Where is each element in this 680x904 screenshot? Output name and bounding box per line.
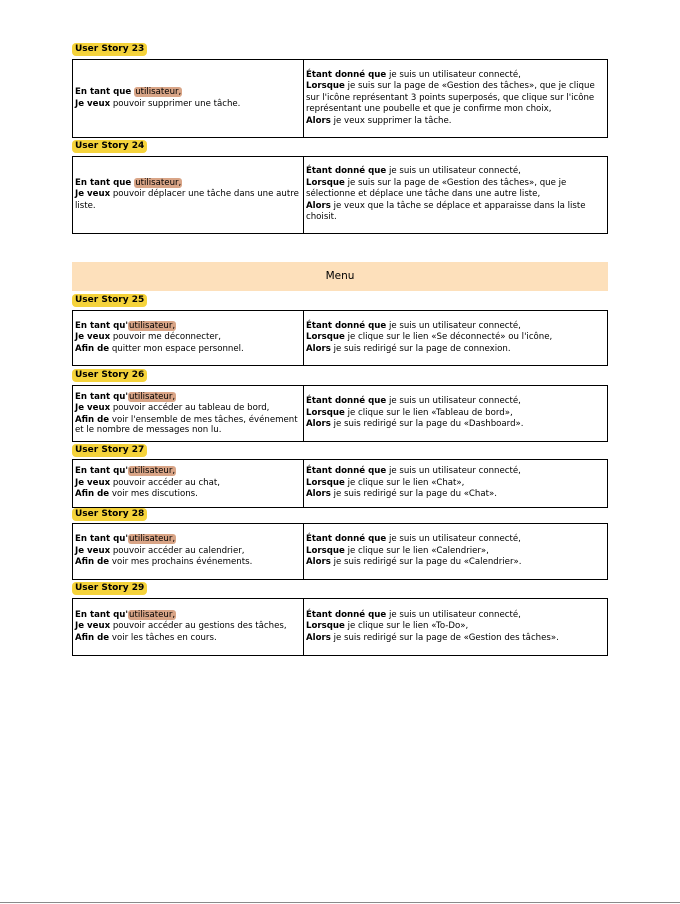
story-acceptance-criteria: Étant donné que je suis un utilisateur connecté, Lorsque je clique sur le lien «Se déconnecté» ou l'icône, Alors je suis redirigé sur la page de connexion. — [306, 320, 553, 354]
section-header-menu: Menu — [72, 262, 608, 291]
story-table — [72, 310, 608, 366]
highlight-utilisateur: utilisateur, — [129, 534, 176, 545]
story-table — [72, 523, 608, 580]
story-table — [72, 385, 608, 442]
story-badge: User Story 26 — [72, 369, 147, 382]
story-badge: User Story 25 — [72, 294, 147, 307]
page-bottom-divider — [0, 902, 680, 903]
story-badge: User Story 27 — [72, 444, 147, 457]
story-acceptance-criteria: Étant donné que je suis un utilisateur connecté, Lorsque je clique sur le lien «Calendrier», Alors je suis redirigé sur la page du «Calendrier». — [306, 534, 522, 568]
highlight-utilisateur: utilisateur, — [135, 87, 182, 97]
highlight-utilisateur: utilisateur, — [129, 391, 176, 402]
story-description: En tant que utilisateur, Je veux pouvoir déplacer une tâche dans une autre liste. — [73, 157, 304, 233]
story-description: En tant qu'utilisateur, Je veux pouvoir me déconnecter, Afin de quitter mon espace personnel. — [73, 311, 304, 365]
highlight-utilisateur: utilisateur, — [135, 177, 182, 188]
story-description: En tant qu'utilisateur, Je veux pouvoir accéder au tableau de bord, Afin de voir l'ensemble de mes tâches, événement et le nombre de messages non lu. — [73, 386, 304, 441]
story-badge: User Story 24 — [72, 140, 147, 153]
story-badge: User Story 29 — [72, 582, 147, 595]
story-acceptance-criteria: Étant donné que je suis un utilisateur connecté, Lorsque je suis sur la page de «Gestion des tâches», que je clique sur l'icône représentant 3 points superposés, que clique sur l'icône représentant une poubelle et que je confirme mon choix, Alors je veux supprimer la tâche. — [306, 69, 595, 126]
story-acceptance-criteria: Étant donné que je suis un utilisateur connecté, Lorsque je clique sur le lien «Tableau de bord», Alors je suis redirigé sur la page du «Dashboard». — [306, 396, 524, 430]
story-badge: User Story 23 — [72, 43, 147, 56]
story-acceptance-criteria: Étant donné que je suis un utilisateur connecté, Lorsque je clique sur le lien «Chat», Alors je suis redirigé sur la page du «Chat». — [306, 466, 521, 500]
story-table — [72, 598, 608, 656]
story-badge: User Story 28 — [72, 508, 147, 521]
story-description: En tant qu'utilisateur, Je veux pouvoir accéder au calendrier, Afin de voir mes prochains événements. — [73, 524, 304, 579]
story-table — [72, 156, 608, 234]
story-table — [72, 459, 608, 508]
story-description: En tant que utilisateur, Je veux pouvoir supprimer une tâche. — [73, 60, 304, 137]
highlight-utilisateur: utilisateur, — [129, 609, 176, 620]
highlight-utilisateur: utilisateur, — [129, 466, 176, 477]
story-description: En tant qu'utilisateur, Je veux pouvoir accéder au gestions des tâches, Afin de voir les tâches en cours. — [73, 599, 304, 655]
highlight-utilisateur: utilisateur, — [129, 320, 176, 331]
story-table — [72, 59, 608, 138]
story-description: En tant qu'utilisateur, Je veux pouvoir accéder au chat, Afin de voir mes discutions. — [73, 460, 304, 507]
story-acceptance-criteria: Étant donné que je suis un utilisateur connecté, Lorsque je clique sur le lien «To-Do», Alors je suis redirigé sur la page de «Gestion des tâches». — [306, 609, 559, 643]
story-acceptance-criteria: Étant donné que je suis un utilisateur connecté, Lorsque je suis sur la page de «Gestion des tâches», que je sélectionne et déplace une tâche dans une autre liste, Alors je veux que la tâche se déplace et apparaisse dans la liste choisit. — [306, 166, 586, 223]
